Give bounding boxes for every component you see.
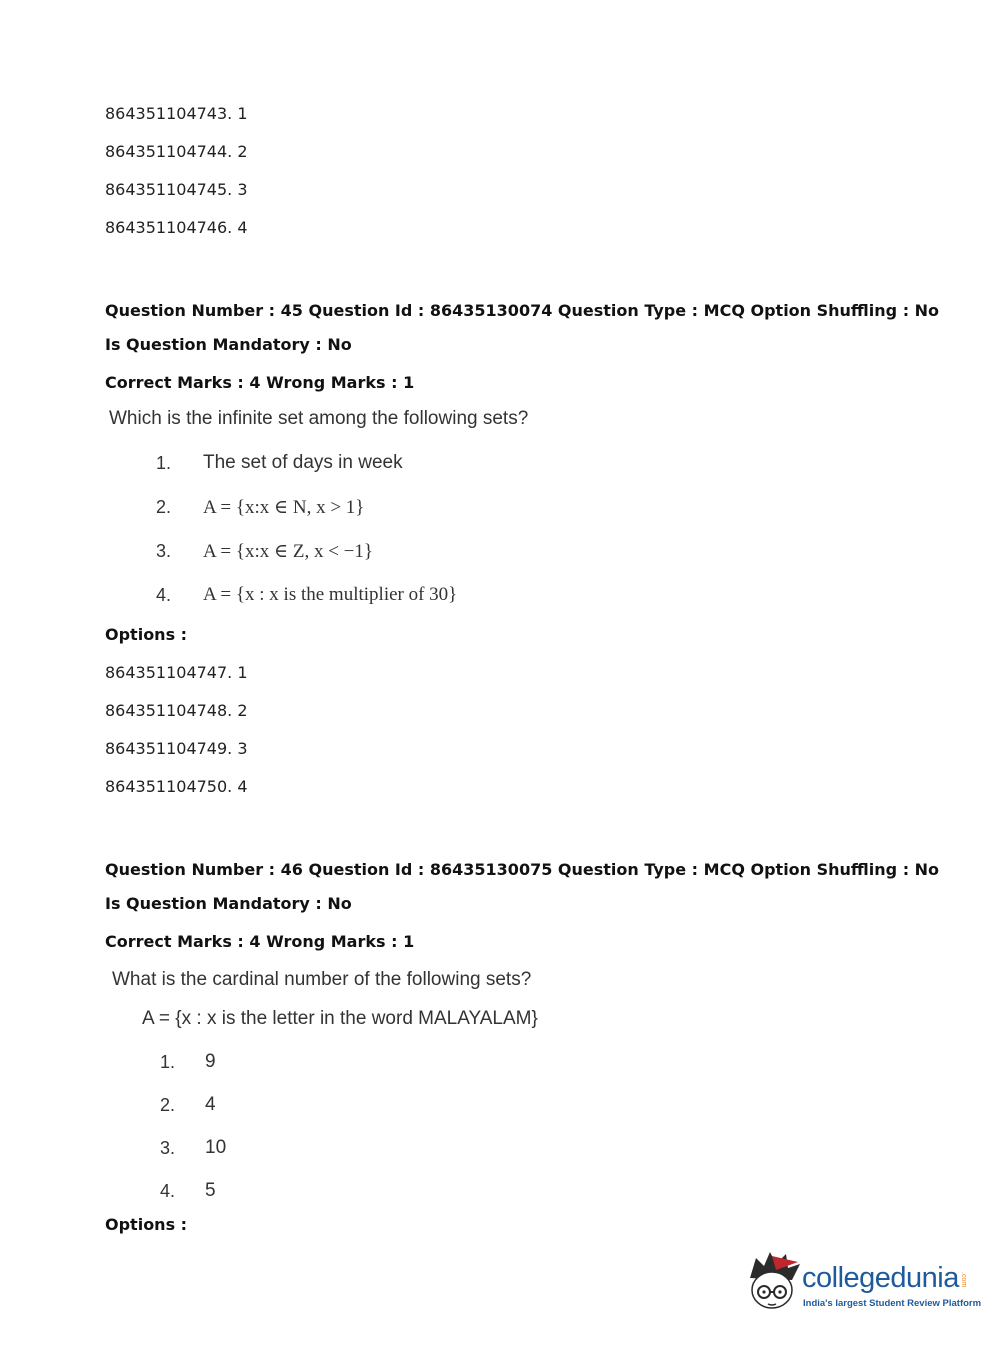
choice-number: 1. bbox=[156, 453, 172, 473]
option-id-line: 864351104745. 3 bbox=[105, 180, 248, 199]
logo-suffix: .com bbox=[960, 1272, 967, 1288]
option-id-line: 864351104744. 2 bbox=[105, 142, 248, 161]
option-id-line: 864351104747. 1 bbox=[105, 663, 248, 682]
choice-number: 2. bbox=[160, 1095, 176, 1115]
choice-text: 5 bbox=[205, 1180, 216, 1201]
options-label: Options : bbox=[105, 1215, 188, 1234]
question-header: Question Number : 46 Question Id : 86435130075 Question Type : MCQ Option Shuffling : No bbox=[105, 860, 940, 879]
choice-number: 3. bbox=[160, 1138, 176, 1158]
choice-text: The set of days in week bbox=[203, 452, 403, 473]
choice-math: A = {x : x is the multiplier of 30} bbox=[203, 584, 458, 605]
option-id-line: 864351104743. 1 bbox=[105, 104, 248, 123]
option-id-line: 864351104749. 3 bbox=[105, 739, 248, 758]
question-text: Which is the infinite set among the following sets? bbox=[109, 408, 529, 429]
options-label: Options : bbox=[105, 625, 188, 644]
mascot-icon bbox=[742, 1248, 804, 1320]
logo-wordmark: collegedunia bbox=[802, 1262, 959, 1294]
question-mandatory: Is Question Mandatory : No bbox=[105, 894, 352, 913]
question-marks: Correct Marks : 4 Wrong Marks : 1 bbox=[105, 373, 415, 392]
choice-math: A = {x:x ∈ Z, x < −1} bbox=[203, 541, 374, 562]
choice-text: 10 bbox=[205, 1137, 227, 1158]
option-id-line: 864351104750. 4 bbox=[105, 777, 248, 796]
logo-tagline: India's largest Student Review Platform bbox=[803, 1298, 982, 1309]
question-text: What is the cardinal number of the following sets? bbox=[112, 969, 532, 990]
choice-number: 4. bbox=[160, 1181, 176, 1201]
question-marks: Correct Marks : 4 Wrong Marks : 1 bbox=[105, 932, 415, 951]
option-id-line: 864351104748. 2 bbox=[105, 701, 248, 720]
choice-number: 2. bbox=[156, 497, 172, 517]
choice-text: 4 bbox=[205, 1094, 216, 1115]
option-id-line: 864351104746. 4 bbox=[105, 218, 248, 237]
question-header: Question Number : 45 Question Id : 86435130074 Question Type : MCQ Option Shuffling : No bbox=[105, 301, 940, 320]
choice-number: 4. bbox=[156, 585, 172, 605]
set-definition: A = {x : x is the letter in the word MALAYALAM} bbox=[142, 1008, 538, 1029]
choice-text: 9 bbox=[205, 1051, 216, 1072]
question-mandatory: Is Question Mandatory : No bbox=[105, 335, 352, 354]
choice-number: 1. bbox=[160, 1052, 176, 1072]
collegedunia-logo bbox=[742, 1248, 982, 1320]
choice-number: 3. bbox=[156, 541, 172, 561]
choice-math: A = {x:x ∈ N, x > 1} bbox=[203, 497, 365, 518]
